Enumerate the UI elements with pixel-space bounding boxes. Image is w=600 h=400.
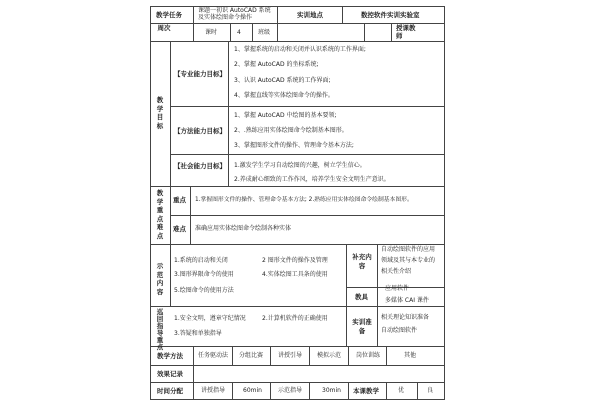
professional-item: 2、掌握 AutoCAD 的坐标系统;	[234, 61, 319, 68]
objectives-section-label: 教学目标	[156, 96, 164, 130]
supplement-line: 自动绘图软件的应用	[381, 246, 436, 253]
social-item: 2.养成耐心细致的工作作风，培养学生安全文明生产意识。	[234, 176, 390, 183]
guidance-item: 1.安全文明，遵章守纪情况	[174, 315, 246, 322]
content-item: 5.绘图命令的使用方法	[174, 287, 234, 294]
location-value: 数控软件实训实验室	[361, 11, 420, 19]
guidance-item: 2.计算机软件的正确使用	[262, 315, 328, 322]
location-label: 实训地点	[297, 11, 323, 19]
prep-line: 相关理论知识准备	[381, 314, 430, 321]
task-value-line2: 及实体绘图命令操作	[198, 14, 253, 21]
time-label: 时间分配	[157, 387, 183, 395]
class-label: 班级	[258, 29, 271, 36]
supplement-label: 补充内容	[352, 253, 372, 270]
social-label: 【社会能力目标】	[174, 162, 226, 170]
time-value: 讲授指导	[201, 387, 226, 394]
key-value: 1.掌握图形文件的操作、管理命令基本方法; 2.熟练应用实体绘图命令绘制基本图形。	[195, 197, 413, 203]
methods-label: 教学方法	[157, 352, 183, 360]
teacher-label: 授课教师	[396, 24, 416, 40]
task-value-line1: 课题一初识 AutoCAD 系统	[198, 7, 271, 14]
professional-label: 【专业能力目标】	[174, 70, 226, 78]
rating-label: 本课教学	[353, 387, 379, 395]
key-label: 重点	[173, 196, 186, 204]
rating-value: 优	[398, 387, 405, 394]
difficult-value: 准确应用实体绘图命令绘制各种实体	[195, 225, 292, 232]
method-value: 任务驱动法	[198, 352, 229, 359]
professional-item: 1、掌握系统的启动和关闭并认识系统的工作界面;	[234, 46, 366, 53]
rating-value: 良	[427, 387, 434, 394]
supplement-line: 相关性介绍	[381, 268, 412, 275]
professional-item: 3、认识 AutoCAD 系统的工作界面;	[234, 77, 331, 84]
guidance-section-label: 巡回指导重点	[156, 308, 164, 351]
time-value: 30min	[322, 387, 341, 394]
method-value: 讲授引导	[278, 352, 303, 359]
method-item: 1、掌握 AutoCAD 中绘图的基本要领;	[234, 112, 337, 119]
prep-label: 实训准备	[352, 318, 372, 335]
method-value: 其他	[404, 352, 417, 359]
content-item: 2 图形文件的操作及管理	[262, 257, 328, 264]
tools-line: 多媒体 CAI 课件	[385, 297, 429, 304]
task-label: 教学任务	[156, 11, 182, 19]
keypoints-section-label: 教学重点难点	[156, 189, 164, 240]
difficult-label: 难点	[173, 225, 186, 233]
method-item: 3、掌握图形文件的操作、管理命令基本方法;	[234, 142, 354, 149]
guidance-item: 3.答疑和单独指导	[174, 330, 222, 337]
tools-label: 教具	[355, 293, 368, 301]
hours-value: 4	[237, 29, 241, 36]
method-value: 模拟示范	[317, 352, 342, 359]
social-item: 1.激发学生学习自动绘图的兴趣，树立学生信心。	[234, 162, 366, 169]
effect-label: 效果记录	[157, 370, 183, 378]
prep-line: 自动绘图软件	[381, 327, 418, 334]
content-section-label: 示范内容	[156, 262, 164, 296]
tools-line: 应用软件	[385, 285, 410, 292]
method-label: 【方法能力目标】	[174, 127, 226, 135]
content-item: 3.图形界限命令的使用	[174, 271, 234, 278]
time-value: 60min	[243, 387, 262, 394]
method-value: 分组比赛	[239, 352, 264, 359]
hours-label: 课时	[205, 29, 218, 36]
session-label: 周次	[157, 24, 171, 32]
content-item: 1.系统的启动和关闭	[174, 257, 228, 264]
supplement-line: 领域及其与本专业的	[381, 257, 436, 264]
method-item: 2、.熟练应用实体绘图命令绘制基本图形。	[234, 127, 348, 134]
professional-item: 4、掌握直线等实体绘图命令的操作。	[234, 92, 334, 99]
method-value: 岗位训练	[356, 352, 381, 359]
time-value: 示范指导	[278, 387, 303, 394]
content-item: 4.实体绘图工具条的使用	[262, 271, 328, 278]
